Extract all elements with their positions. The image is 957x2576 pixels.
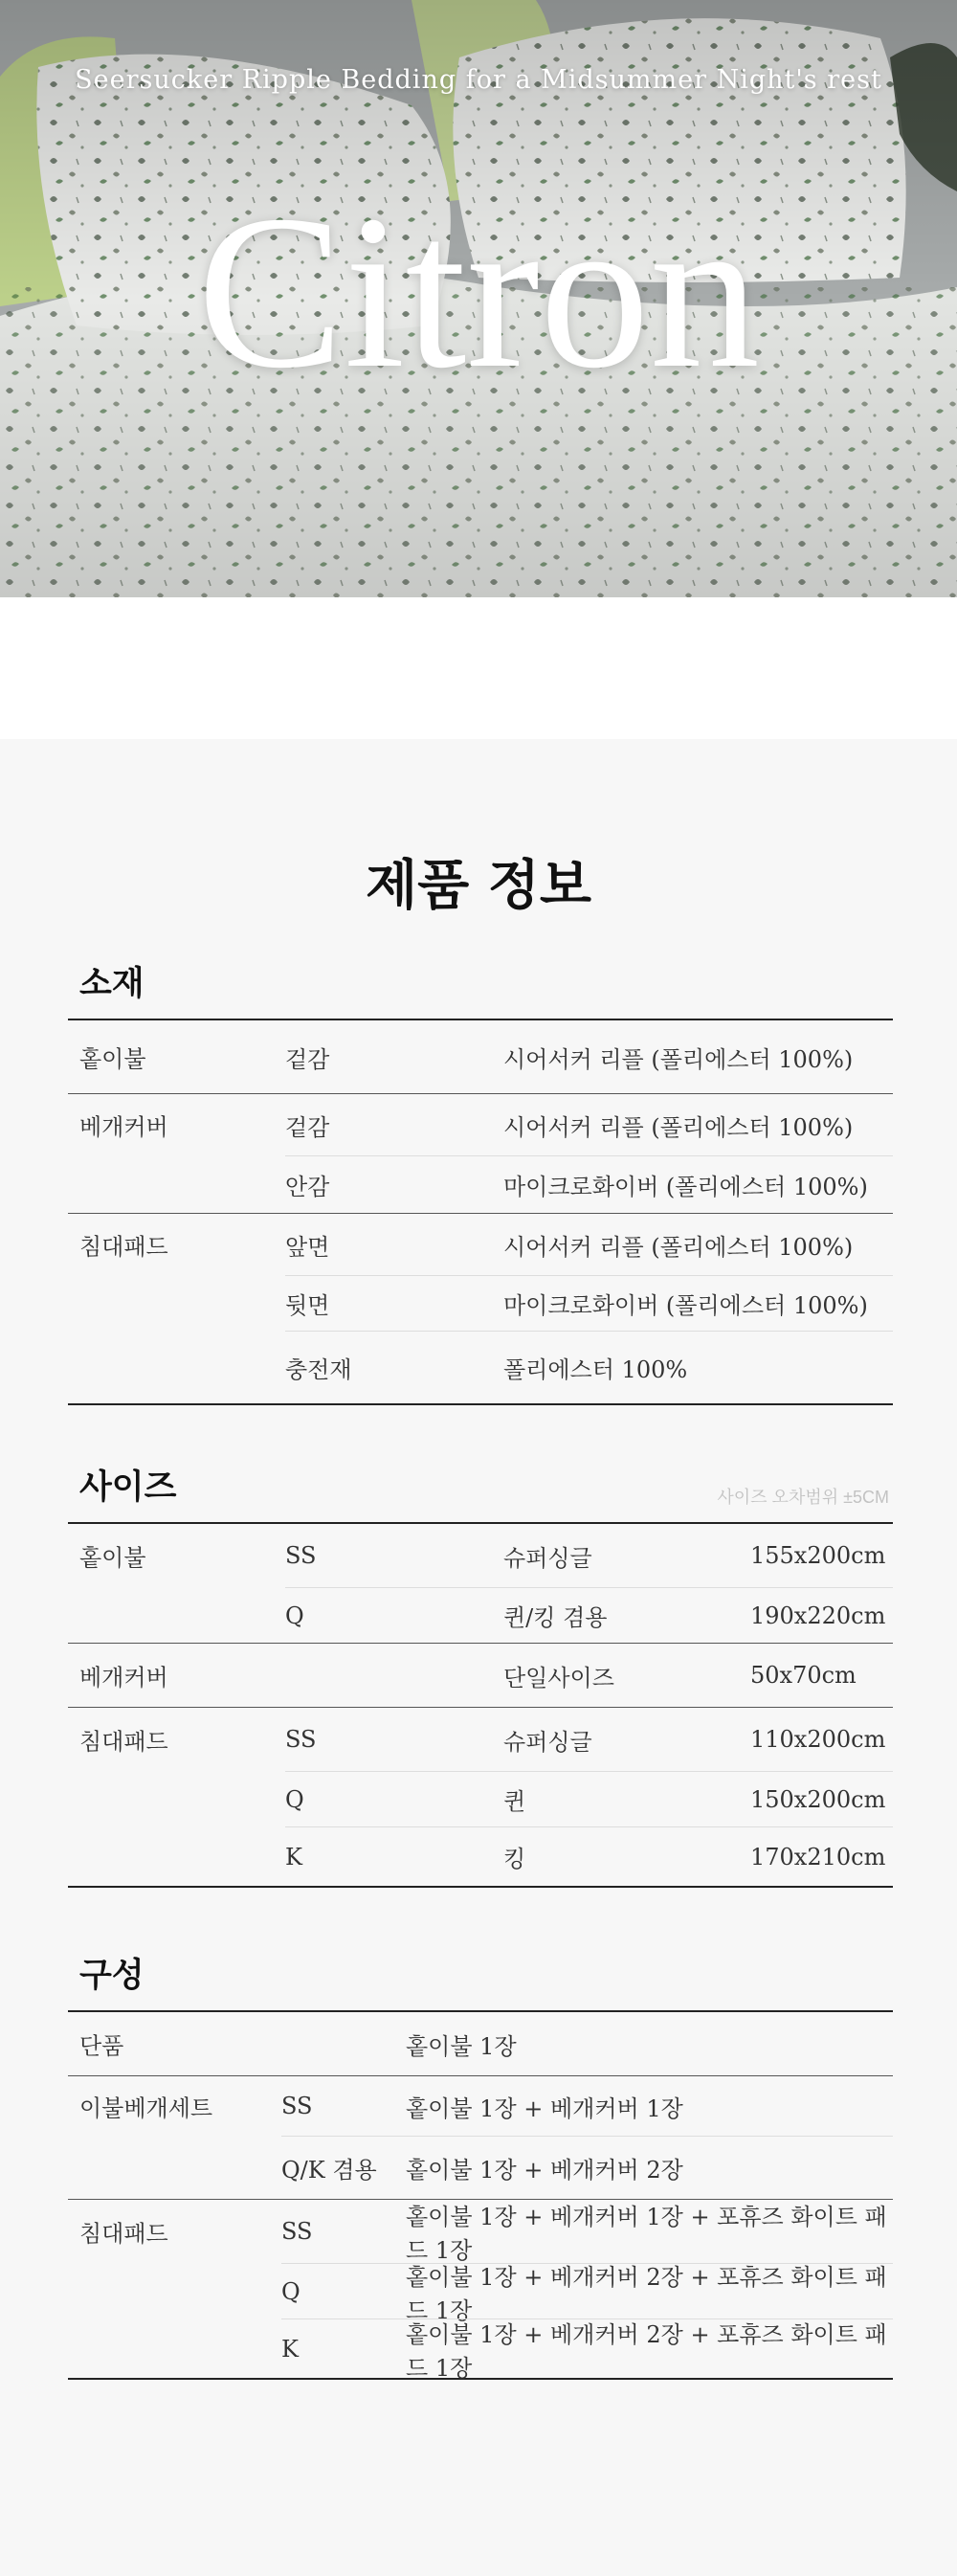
size-name: 퀸 [503, 1771, 750, 1826]
table-row [68, 1020, 893, 1093]
table-row [68, 1587, 893, 1643]
table-group [68, 2012, 893, 2075]
set-contents: 홑이불 1장 + 베개커버 2장 [406, 2136, 893, 2199]
table-row [68, 1155, 893, 1213]
table-group [68, 1707, 893, 1886]
part-name: 앞면 [285, 1233, 330, 1261]
table-row [68, 2263, 893, 2324]
table-group [68, 2075, 893, 2199]
material-value: 시어서커 리플 (폴리에스터 100%) [503, 1113, 854, 1141]
size-dimension: 110x200cm [750, 1726, 886, 1753]
section-heading: 구성 [79, 1957, 145, 1995]
part-name: 겉감 [285, 1113, 330, 1141]
item-name: 베개커버 [79, 1664, 168, 1691]
size-code: K [285, 1826, 503, 1886]
item-name: 침대패드 [79, 1233, 168, 1261]
set-contents: 홑이불 1장 + 베개커버 1장 [406, 2094, 683, 2122]
set-contents: 홑이불 1장 + 베개커버 1장 + 포휴즈 화이트 패드 1장 [406, 2204, 887, 2264]
table-group [68, 1213, 893, 1403]
brand-name: Citron [197, 169, 760, 414]
size-header [68, 1467, 893, 1524]
section-heading: 소재 [79, 965, 145, 1003]
material-value: 시어서커 리플 (폴리에스터 100%) [503, 1233, 854, 1261]
table-group [68, 1643, 893, 1707]
composition-table [68, 2012, 893, 2380]
size-name: 슈퍼싱글 [503, 1544, 592, 1572]
table-row [68, 1524, 893, 1587]
part-name: 안감 [285, 1155, 503, 1213]
size-section [68, 1467, 893, 1888]
item-name: 단품 [79, 2032, 124, 2060]
size-dimension: 150x200cm [750, 1771, 893, 1826]
material-value: 마이크로화이버 (폴리에스터 100%) [503, 1155, 893, 1213]
size-dimension: 190x220cm [750, 1587, 893, 1643]
set-code: Q [281, 2263, 406, 2318]
item-name: 침대패드 [79, 1728, 168, 1756]
table-row [68, 1826, 893, 1886]
table-row [68, 1214, 893, 1275]
size-dimension: 155x200cm [750, 1542, 886, 1569]
set-code: SS [281, 2093, 313, 2119]
composition-header [68, 1955, 893, 2012]
material-table [68, 1020, 893, 1405]
table-row [68, 1094, 893, 1155]
part-name: 뒷면 [285, 1275, 503, 1331]
item-name: 이불베개세트 [79, 2094, 213, 2122]
set-contents: 홑이불 1장 [406, 2032, 517, 2060]
table-row [68, 1275, 893, 1331]
size-dimension: 50x70cm [750, 1662, 857, 1689]
size-name: 슈퍼싱글 [503, 1728, 592, 1756]
size-code: Q [285, 1771, 503, 1826]
table-row [68, 1644, 893, 1707]
material-header [68, 963, 893, 1020]
item-name: 베개커버 [79, 1113, 168, 1141]
table-row [68, 1708, 893, 1771]
set-code: K [281, 2318, 406, 2378]
part-name: 충전재 [285, 1331, 503, 1403]
hero-tagline: Seersucker Ripple Bedding for a Midsummer Night's rest [75, 65, 882, 95]
size-tolerance-note: 사이즈 오차범위 ±5CM [717, 1488, 889, 1507]
item-name: 홑이불 [79, 1045, 146, 1073]
item-name: 홑이불 [79, 1544, 146, 1572]
size-name: 단일사이즈 [503, 1664, 614, 1691]
set-contents: 홑이불 1장 + 베개커버 2장 + 포휴즈 화이트 패드 1장 [406, 2263, 893, 2318]
size-code: Q [285, 1587, 503, 1643]
material-value: 마이크로화이버 (폴리에스터 100%) [503, 1275, 893, 1331]
set-code [281, 2012, 406, 2075]
table-group [68, 1524, 893, 1643]
size-code [285, 1644, 503, 1707]
table-group [68, 1093, 893, 1213]
set-code: SS [281, 2218, 313, 2245]
page-title: 제품 정보 [366, 855, 591, 917]
product-info [0, 739, 957, 2576]
table-group [68, 2199, 893, 2382]
table-row [68, 2012, 893, 2075]
section-heading: 사이즈 [79, 1468, 177, 1507]
size-code: SS [285, 1542, 317, 1569]
material-value: 시어서커 리플 (폴리에스터 100%) [503, 1045, 854, 1073]
size-name: 퀸/킹 겸용 [503, 1587, 750, 1643]
table-row [68, 1771, 893, 1826]
part-name: 겉감 [285, 1045, 330, 1073]
size-code: SS [285, 1726, 317, 1753]
table-row [68, 1331, 893, 1403]
item-name: 침대패드 [79, 2220, 168, 2248]
hero-banner [0, 0, 957, 597]
size-table [68, 1524, 893, 1888]
table-row [68, 2200, 893, 2263]
table-row [68, 2318, 893, 2382]
spacer [0, 597, 957, 739]
set-code: Q/K 겸용 [281, 2136, 406, 2199]
table-row [68, 2136, 893, 2199]
size-dimension: 170x210cm [750, 1826, 893, 1886]
table-row [68, 2076, 893, 2136]
table-group [68, 1020, 893, 1093]
set-contents: 홑이불 1장 + 베개커버 2장 + 포휴즈 화이트 패드 1장 [406, 2318, 893, 2378]
material-section [68, 963, 893, 1405]
size-name: 킹 [503, 1826, 750, 1886]
material-value: 폴리에스터 100% [503, 1331, 893, 1403]
composition-section [68, 1955, 893, 2380]
